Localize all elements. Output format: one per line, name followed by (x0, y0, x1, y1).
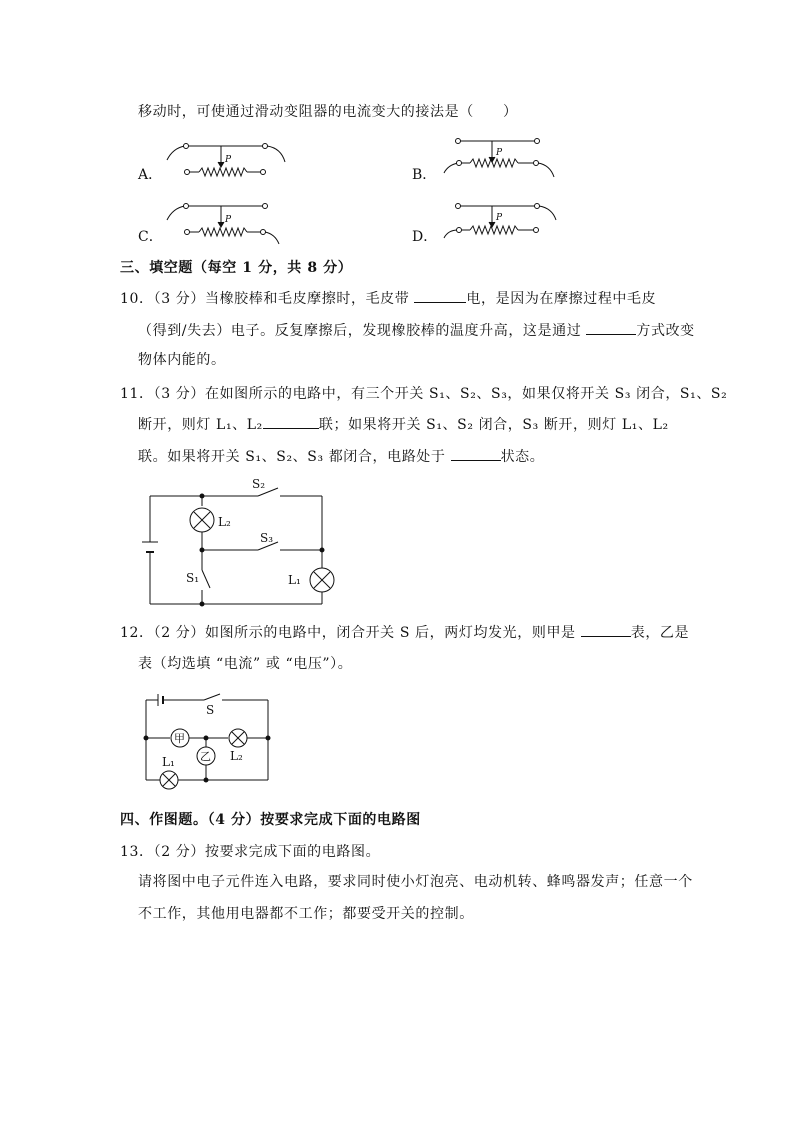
q11-text: 断开，则灯 L₁、L₂ (138, 417, 263, 433)
q12-circuit-diagram (138, 690, 278, 794)
lamp-l2-label: L₂ (218, 515, 231, 529)
q11-circuit-diagram (140, 478, 340, 608)
q13-line-3: 不工作，其他用电器都不工作；都要受开关的控制。 (138, 906, 474, 922)
answer-blank[interactable] (451, 446, 501, 461)
q9-option-d-label: D． (412, 229, 438, 245)
slider-p-label: P (496, 213, 503, 223)
q10-text: 10．（3 分）当橡胶棒和毛皮摩擦时，毛皮带 (120, 291, 415, 307)
answer-blank[interactable] (581, 622, 631, 637)
meter-yi-label: 乙 (200, 750, 211, 763)
switch-s2-label: S₂ (252, 477, 266, 491)
slider-p-label: P (225, 215, 232, 225)
answer-blank[interactable] (414, 288, 466, 303)
q11-line-2 (138, 414, 669, 435)
slider-p-label: P (496, 148, 503, 158)
answer-blank[interactable] (586, 320, 636, 335)
q13-line-1: 13．（2 分）按要求完成下面的电路图。 (120, 844, 381, 860)
q10-line-2 (138, 320, 695, 341)
switch-s3-label: S₃ (260, 531, 274, 545)
q11-text: 联；如果将开关 S₁、S₂ 闭合，S₃ 断开，则灯 L₁、L₂ (318, 417, 669, 433)
q11-text: 联。如果将开关 S₁、S₂、S₃ 都闭合，电路处于 (138, 449, 451, 465)
switch-s1-label: S₁ (186, 571, 200, 585)
q9-stem: 移动时，可使通过滑动变阻器的电流变大的接法是（ ） (138, 104, 518, 120)
rheostat-figure-c (165, 198, 295, 248)
q10-text: 电，是因为在摩擦过程中毛皮 (466, 291, 657, 307)
lamp-l1-label: L₁ (288, 573, 301, 587)
rheostat-figure-d (440, 198, 570, 248)
lamp-l1-label: L₁ (162, 755, 175, 769)
q13-line-2: 请将图中电子元件连入电路，要求同时使小灯泡亮、电动机转、蜂鸣器发声；任意一个 (138, 874, 693, 890)
slider-p-label: P (225, 155, 232, 165)
lamp-l2-label: L₂ (230, 749, 243, 763)
q11-line-1: 11．（3 分）在如图所示的电路中，有三个开关 S₁、S₂、S₃，如果仅将开关 S₃ 闭合，S₁、S₂ (120, 386, 728, 402)
meter-jia-label: 甲 (174, 732, 185, 745)
q12-text: 表，乙是 (630, 625, 690, 641)
q10-text: （得到/失去）电子。反复摩擦后，发现橡胶棒的温度升高，这是通过 (138, 323, 587, 339)
section-4-heading: 四、作图题。（4 分）按要求完成下面的电路图 (120, 812, 421, 828)
q12-text: 12．（2 分）如图所示的电路中，闭合开关 S 后，两灯均发光，则甲是 (120, 625, 581, 641)
q12-line-2: 表（均选填 “电流” 或 “电压”）。 (138, 656, 353, 672)
q9-option-b-label: B． (412, 167, 437, 183)
q9-option-c-label: C． (138, 229, 163, 245)
q10-line-1 (120, 288, 656, 309)
answer-blank[interactable] (263, 414, 319, 429)
q9-option-a-label: A． (138, 167, 163, 183)
rheostat-figure-a (165, 138, 295, 188)
q10-text: 方式改变 (636, 323, 695, 339)
switch-s-label: S (206, 703, 215, 717)
q10-line-3: 物体内能的。 (138, 352, 226, 368)
q12-line-1 (120, 622, 689, 643)
section-3-heading: 三、填空题（每空 1 分，共 8 分） (120, 260, 353, 276)
q11-line-3 (138, 446, 544, 467)
rheostat-figure-b (440, 133, 570, 188)
q11-text: 状态。 (500, 449, 545, 465)
